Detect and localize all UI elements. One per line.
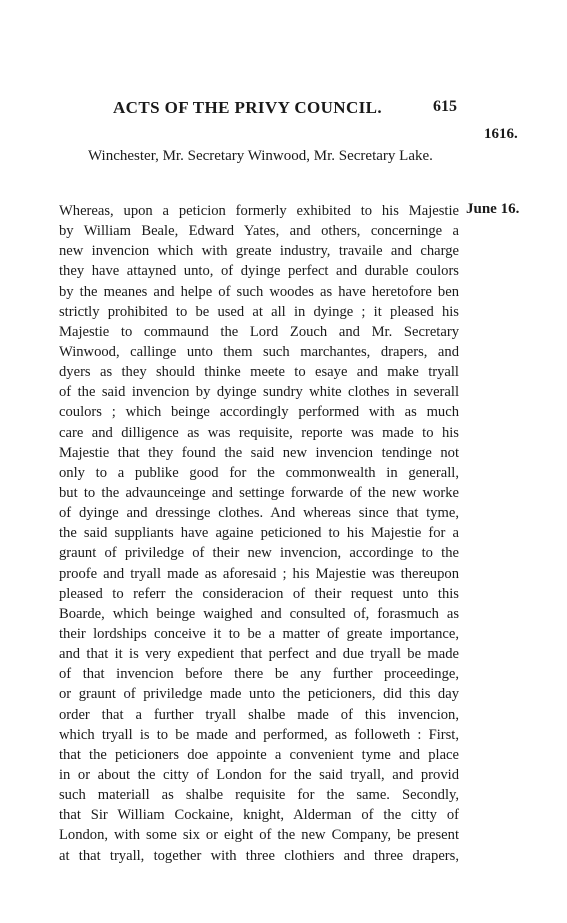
body-line: coulors ; which beinge accordingly performed with as much [59, 404, 459, 421]
body-line: that the peticioners doe appointe a convenient tyme and place [59, 746, 459, 763]
body-line: proofe and tryall made as aforesaid ; his Majestie was thereupon [59, 565, 459, 582]
body-line: new invencion which with greate industry, travaile and charge [59, 243, 459, 260]
body-line: by the meanes and helpe of such woodes as have heretofore ben [59, 283, 459, 300]
body-line: the said suppliants have againe peticioned to his Majestie for a [59, 525, 459, 542]
body-line: such materiall as shalbe requisite for the same. Secondly, [59, 787, 459, 804]
body-line: Boarde, which beinge waighed and consulted of, forasmuch as [59, 605, 459, 622]
body-line: London, with some six or eight of the new Company, be present [59, 827, 459, 844]
page-number: 615 [433, 98, 457, 115]
margin-date: June 16. [466, 201, 520, 217]
body-line: they have attayned unto, of dyinge perfect and durable coulors [59, 263, 459, 280]
body-line: in or about the citty of London for the said tryall, and provid [59, 766, 459, 783]
body-line: Majestie that they found the said new invencion tendinge not [59, 444, 459, 461]
body-line: of the said invencion by dyinge sundry white clothes in severall [59, 384, 459, 401]
body-line: of dyinge and dressinge clothes. And whereas since that tyme, [59, 505, 459, 522]
running-title: ACTS OF THE PRIVY COUNCIL. [113, 98, 383, 117]
body-line: dyers as they should thinke meete to esaye and make tryall [59, 364, 459, 381]
body-line: Whereas, upon a peticion formerly exhibited to his Majestie [59, 203, 459, 219]
body-paragraph [59, 201, 459, 866]
body-line: and that it is very expedient that perfect and due tryall be made [59, 646, 459, 663]
body-line: order that a further tryall shalbe made of this invencion, [59, 706, 459, 723]
body-line: Winwood, callinge unto them such marchantes, drapers, and [59, 343, 459, 360]
body-line: only to a publike good for the commonwealth in generall, [59, 464, 459, 481]
body-line: care and dilligence as was requisite, reporte was made to his [59, 424, 459, 441]
body-line: of that invencion before there be any further proceedinge, [59, 666, 459, 683]
attendees-list: Winchester, Mr. Secretary Winwood, Mr. Secretary Lake. [88, 148, 433, 164]
body-line: pleased to referr the consideracion of their request unto this [59, 585, 459, 602]
body-line: Majestie to commaund the Lord Zouch and Mr. Secretary [59, 323, 459, 340]
body-line: strictly prohibited to be used at all in dyinge ; it pleased his [59, 303, 459, 320]
margin-year: 1616. [484, 126, 518, 142]
body-line: at that tryall, together with three clothiers and three drapers, [59, 847, 459, 864]
body-line: or graunt of priviledge made unto the peticioners, did this day [59, 686, 459, 703]
body-line: their lordships conceive it to be a matter of greate importance, [59, 625, 459, 642]
body-line: but to the advaunceinge and settinge forwarde of the new worke [59, 484, 459, 501]
body-line: which tryall is to be made and performed, as followeth : First, [59, 726, 459, 743]
body-line: graunt of priviledge of their new invencion, accordinge to the [59, 545, 459, 562]
body-line: that Sir William Cockaine, knight, Alderman of the citty of [59, 807, 459, 824]
body-line: by William Beale, Edward Yates, and others, concerninge a [59, 223, 459, 240]
